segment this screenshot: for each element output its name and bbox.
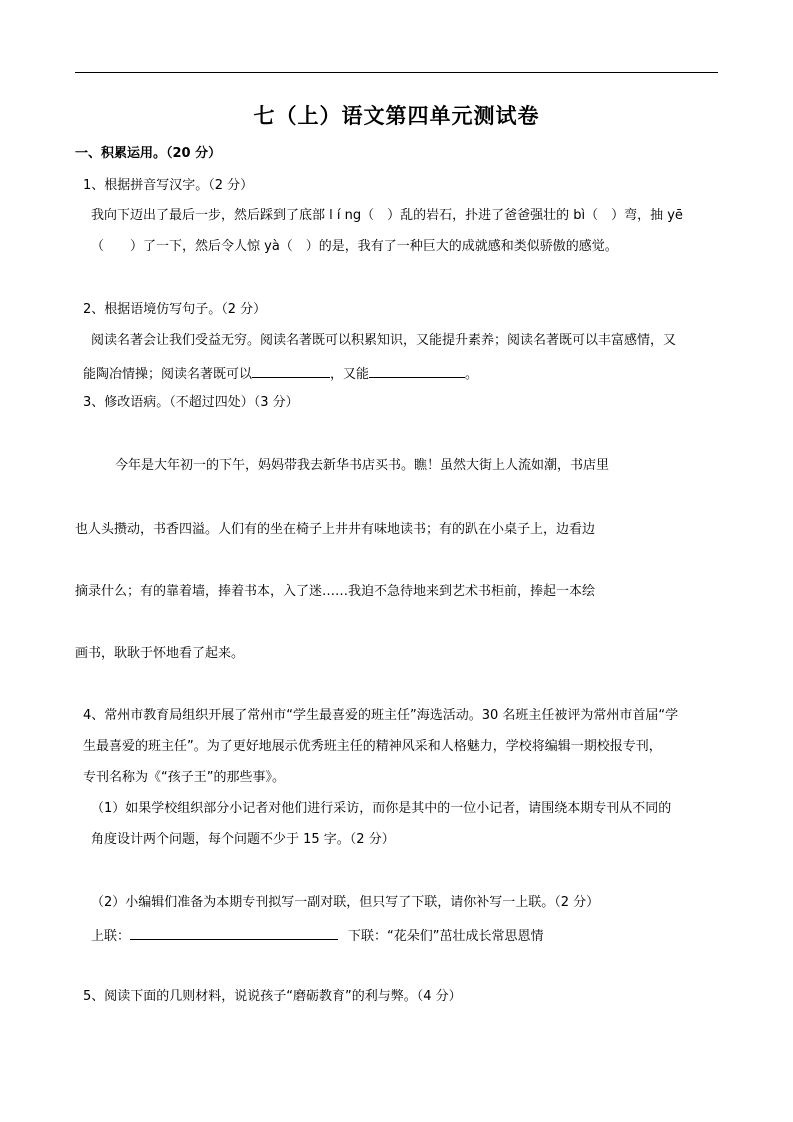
question-2-fill-text: ，又能 [330,367,370,382]
question-4-sub2-prompt: （2）小编辑们准备为本期专刊拟写一副对联，但只写了下联，请你补写一上联。（2 分） [91,895,600,910]
answer-blank[interactable] [252,364,330,378]
question-2-fill-line [83,364,478,383]
couplet-line [91,926,544,945]
question-3-prompt: 3、修改语病。（不超过四处）（3 分） [83,395,299,410]
page-title: 七（上）语文第四单元测试卷 [253,104,540,128]
upper-couplet-blank[interactable] [130,926,338,940]
question-1-text-line: （ ）了一下，然后令人惊 yà（ ）的是，我有了一种巨大的成就感和类似骄傲的感觉。 [91,239,618,254]
question-2-fill-text: 能陶冶情操；阅读名著既可以 [83,367,253,382]
question-4-intro-line: 4、常州市教育局组织开展了常州市“学生最喜爱的班主任”海选活动。30 名班主任被评为常州市首届“学 [83,708,679,723]
question-5-prompt: 5、阅读下面的几则材料，说说孩子“磨砺教育”的利与弊。（4 分） [83,989,462,1004]
question-2-text-line: 阅读名著会让我们受益无穷。阅读名著既可以积累知识，又能提升素养；阅读名著既可以丰富感情，又 [91,333,677,348]
answer-blank[interactable] [369,364,465,378]
question-3-passage-line: 也人头攒动，书香四溢。人们有的坐在椅子上井井有味地读书；有的趴在小桌子上，边看边 [75,522,596,537]
question-4-sub1-line: （1）如果学校组织部分小记者对他们进行采访，而你是其中的一位小记者，请围绕本期专刊从不同的 [91,801,672,816]
section-heading: 一、积累运用。（20 分） [75,146,222,161]
question-4-intro-line: 生最喜爱的班主任”。为了更好地展示优秀班主任的精神风采和人格魅力，学校将编辑一期校报专刊， [83,739,662,754]
question-3-passage-line: 摘录什么；有的靠着墙，捧着书本，入了迷……我迫不急待地来到艺术书柜前，捧起一本绘 [75,584,596,599]
question-4-sub1-line: 角度设计两个问题，每个问题不少于 15 字。（2 分） [91,832,395,847]
question-1-text-line: 我向下迈出了最后一步，然后踩到了底部 l í ng（ ）乱的岩石，扑进了爸爸强壮的 bì（ ）弯，抽 yē [91,208,683,223]
question-2-fill-text: 。 [465,367,479,382]
header-rule [75,72,718,73]
question-3-passage-line: 画书，耿耿于怀地看了起来。 [75,646,245,661]
question-4-intro-line: 专刊名称为《“孩子王”的那些事》。 [83,770,285,785]
question-2-prompt: 2、根据语境仿写句子。（2 分） [83,302,267,317]
lower-couplet-text: 下联：“花朵们”茁壮成长常思恩情 [348,929,544,944]
question-1-prompt: 1、根据拼音写汉字。（2 分） [83,178,254,193]
question-3-passage-line: 今年是大年初一的下午，妈妈带我去新华书店买书。瞧！虽然大街上人流如潮，书店里 [115,458,610,473]
upper-couplet-label: 上联： [91,929,131,944]
